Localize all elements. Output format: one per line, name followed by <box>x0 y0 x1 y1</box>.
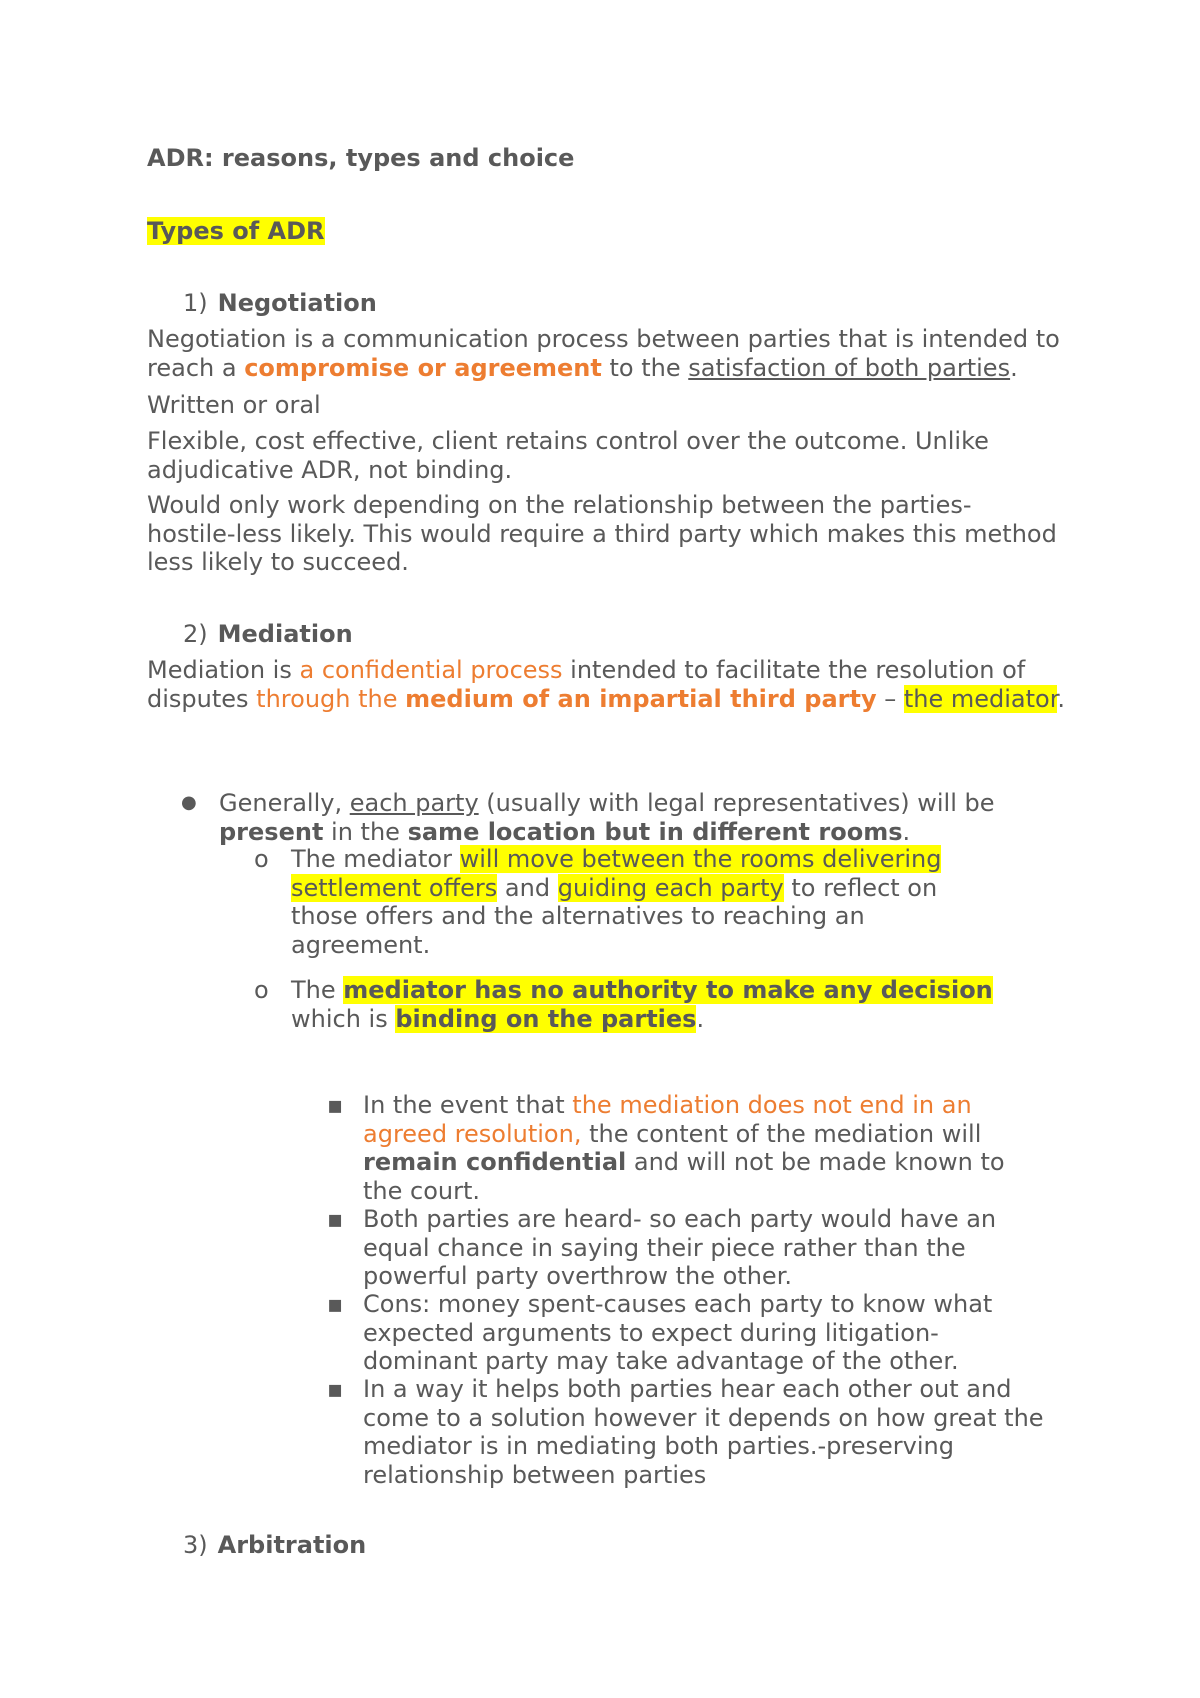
square-bullet-marker: ▪ <box>327 1290 344 1318</box>
square-bullet-marker: ▪ <box>327 1091 344 1119</box>
text-run: – <box>876 684 904 713</box>
square-bullet-text <box>363 1091 1033 1205</box>
text-run: Generally, <box>219 789 350 817</box>
text-run: (usually with legal representatives) will be <box>478 789 995 817</box>
bullet-text <box>219 789 1029 846</box>
text-run-highlighted: will move between the rooms delivering settlement offers <box>291 845 942 902</box>
heading-number: 3) <box>183 1531 208 1559</box>
negotiation-written-or-oral: Written or oral <box>147 391 321 419</box>
text-run-highlighted: guiding each party <box>557 873 784 902</box>
text-run: Negotiation is a communication process between parties that is intended to reach a <box>147 325 1060 382</box>
text-run-orange: a confidential process <box>299 656 563 684</box>
text-run-highlighted: the mediator <box>903 684 1058 713</box>
text-run: to the <box>601 353 689 382</box>
bullet-marker: ● <box>181 792 197 813</box>
text-run-underlined: satisfaction of both parties <box>688 353 1011 382</box>
text-run: The <box>291 976 344 1004</box>
heading-negotiation <box>183 289 377 318</box>
square-bullet-marker: ▪ <box>327 1375 344 1403</box>
mediation-definition <box>147 656 1067 713</box>
square-bullet-marker: ▪ <box>327 1205 344 1233</box>
sub-bullet-text <box>291 845 1011 959</box>
text-run-bold: present <box>219 817 324 846</box>
square-bullet-text: Both parties are heard- so each party would have an equal chance in saying their piece rather than the powerful party overthrow the other. <box>363 1205 997 1290</box>
text-run-orange-bold: compromise or agreement <box>244 353 602 382</box>
square-bullet-text: In a way it helps both parties hear each other out and come to a solution however it depends on how great the mediator is in mediating both parties.-preserving relationship between parties <box>363 1375 1044 1489</box>
text-run: . <box>696 1004 705 1033</box>
heading-number: 1) <box>183 289 208 317</box>
text-run: the content of the mediation will <box>581 1119 982 1148</box>
sub-bullet-marker: o <box>254 845 269 873</box>
text-run: . <box>902 817 911 846</box>
text-run-highlighted-bold: binding on the parties <box>395 1004 697 1033</box>
text-run: intended to facilitate the resolution of disputes <box>147 656 1026 713</box>
text-run: In the event that <box>363 1091 573 1119</box>
text-run-underlined: each party <box>349 789 479 817</box>
text-run: . <box>1057 684 1066 713</box>
text-run: and <box>497 873 558 902</box>
heading-label: Arbitration <box>217 1531 367 1559</box>
text-run-orange: through the <box>256 684 406 713</box>
text-run-bold: remain confidential <box>363 1148 627 1176</box>
text-run: in the <box>323 817 408 846</box>
heading-number: 2) <box>183 620 208 648</box>
document-title: ADR: reasons, types and choice <box>147 144 575 172</box>
sub-bullet-marker: o <box>254 976 269 1004</box>
heading-label: Mediation <box>217 620 353 648</box>
text-run-highlighted-bold: mediator has no authority to make any decision <box>343 976 993 1004</box>
heading-mediation <box>183 620 353 649</box>
types-heading <box>147 217 325 246</box>
text-run: The mediator <box>291 845 460 873</box>
text-run: and will not be made known to the court. <box>363 1148 1005 1205</box>
sub-bullet-text <box>291 976 1031 1033</box>
text-run-orange: the mediation does not end in an agreed resolution, <box>363 1091 972 1148</box>
text-run: . <box>1010 353 1018 382</box>
heading-label: Negotiation <box>217 289 377 317</box>
text-run-bold: same location but in different rooms <box>407 817 903 846</box>
text-run: Mediation is <box>147 656 300 684</box>
negotiation-advantages: Flexible, cost effective, client retains control over the outcome. Unlike adjudicative ADR, not binding. <box>147 427 989 484</box>
heading-arbitration <box>183 1531 366 1560</box>
negotiation-limitations: Would only work depending on the relationship between the parties- hostile-less likely. This would require a third party which makes this method less likely to succeed. <box>147 491 1057 576</box>
text-run-orange-bold: medium of an impartial third party <box>405 684 877 713</box>
types-heading-text: Types of ADR <box>147 217 325 245</box>
text-run: to reflect on those offers and the alternatives to reaching an agreement. <box>291 873 938 959</box>
negotiation-definition <box>147 325 1067 382</box>
square-bullet-text: Cons: money spent-causes each party to know what expected arguments to expect during litigation- dominant party may take advantage of the other. <box>363 1290 993 1375</box>
text-run: which is <box>291 1004 396 1033</box>
